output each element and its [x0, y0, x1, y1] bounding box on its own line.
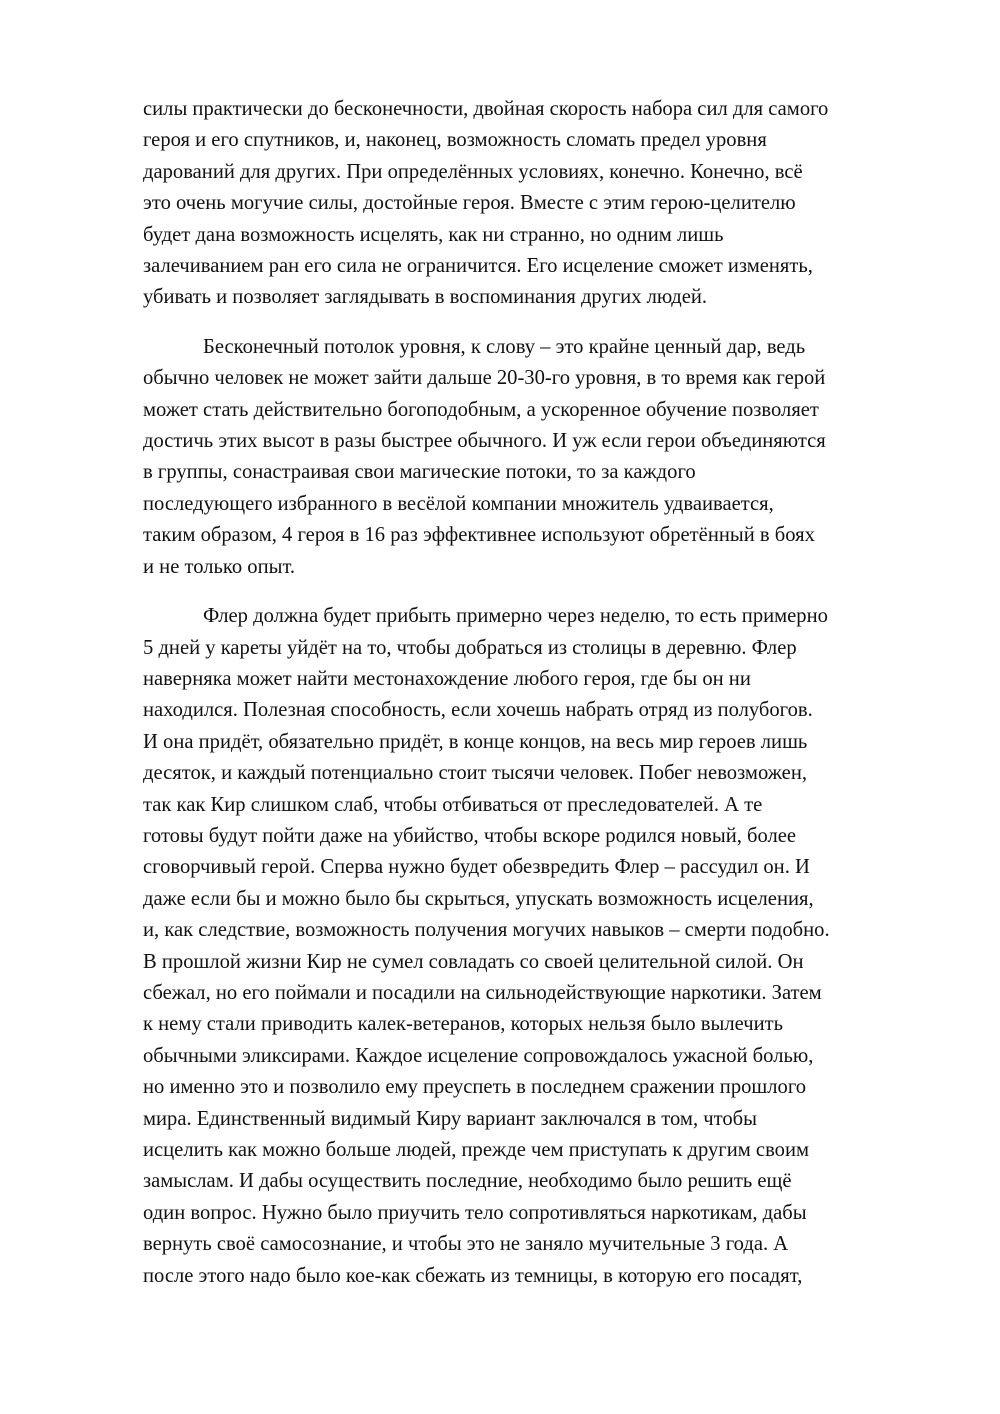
text-line: будет дана возможность исцелять, как ни странно, но одним лишь	[143, 223, 724, 246]
document-page	[143, 94, 943, 1310]
text-line: Флер должна будет прибыть примерно через неделю, то есть примерно	[203, 605, 828, 628]
text-line: И она придёт, обязательно придёт, в конце концов, на весь мир героев лишь	[143, 730, 808, 753]
text-line: готовы будут пойти даже на убийство, чтобы вскоре родился новый, более	[143, 824, 797, 847]
text-line: но именно это и позволило ему преуспеть в последнем сражении прошлого	[143, 1076, 807, 1099]
text-line: Бесконечный потолок уровня, к слову – это крайне ценный дар, ведь	[203, 335, 806, 358]
text-line: даже если бы и можно было бы скрыться, упускать возможность исцеления,	[143, 887, 814, 910]
text-line: достичь этих высот в разы быстрее обычного. И уж если герои объединяются	[143, 430, 826, 453]
text-line: силы практически до бесконечности, двойная скорость набора сил для самого	[143, 98, 829, 120]
text-line: наверняка может найти местонахождение любого героя, где бы он ни	[143, 667, 751, 690]
text-line: 5 дней у кареты уйдёт на то, чтобы добраться из столицы в деревню. Флер	[143, 636, 797, 659]
text-line: и, как следствие, возможность получения могучих навыков – смерти подобно.	[143, 919, 830, 942]
text-line: десяток, и каждый потенциально стоит тысячи человек. Побег невозможен,	[143, 762, 807, 785]
text-line: находился. Полезная способность, если хочешь набрать отряд из полубогов.	[143, 699, 813, 722]
text-line: мира. Единственный видимый Киру вариант заключался в том, чтобы	[143, 1107, 757, 1130]
text-line: исцелить как можно больше людей, прежде чем приступать к другим своим	[143, 1139, 810, 1161]
paragraph	[143, 94, 943, 314]
text-line: залечиванием ран его сила не ограничится. Его исцеление сможет изменять,	[143, 255, 813, 278]
text-line: вернуть своё самосознание, и чтобы это не заняло мучительные 3 года. А	[143, 1233, 789, 1256]
text-line: обычно человек не может зайти дальше 20-30-го уровня, в то время как герой	[143, 367, 826, 390]
text-line: обычными эликсирами. Каждое исцеление сопровождалось ужасной болью,	[143, 1044, 814, 1067]
text-line: убивать и позволяет заглядывать в воспоминания других людей.	[143, 286, 708, 309]
text-line: это очень могучие силы, достойные героя. Вместе с этим герою-целителю	[143, 192, 796, 215]
text-line: последующего избранного в весёлой компании множитель удваивается,	[143, 492, 774, 515]
text-line: к нему стали приводить калек-ветеранов, которых нельзя было вылечить	[143, 1013, 784, 1036]
text-line: героя и его спутников, и, наконец, возможность сломать предел уровня	[143, 129, 767, 152]
text-line: после этого надо было кое-как сбежать из темницы, в которую его посадят,	[143, 1264, 803, 1287]
text-line: сбежал, но его поймали и посадили на сильнодействующие наркотики. Затем	[143, 981, 822, 1004]
text-line: сговорчивый герой. Сперва нужно будет обезвредить Флер – рассудил он. И	[143, 856, 810, 879]
text-line: дарований для других. При определённых условиях, конечно. Конечно, всё	[143, 160, 803, 183]
text-line: в группы, сонастраивая свои магические потоки, то за каждого	[143, 461, 696, 484]
text-line: может стать действительно богоподобным, а ускоренное обучение позволяет	[143, 398, 819, 421]
text-line: один вопрос. Нужно было приучить тело сопротивляться наркотикам, дабы	[143, 1201, 807, 1224]
text-line: замыслам. И дабы осуществить последние, необходимо было решить ещё	[143, 1170, 792, 1193]
paragraph	[143, 332, 943, 583]
text-line: и не только опыт.	[143, 555, 296, 578]
text-line: таким образом, 4 героя в 16 раз эффективнее используют обретённый в боях	[143, 524, 815, 547]
text-line: так как Кир слишком слаб, чтобы отбиваться от преследователей. А те	[143, 793, 763, 816]
paragraph	[143, 601, 943, 1292]
text-line: В прошлой жизни Кир не сумел совладать со своей целительной силой. Он	[143, 950, 804, 973]
